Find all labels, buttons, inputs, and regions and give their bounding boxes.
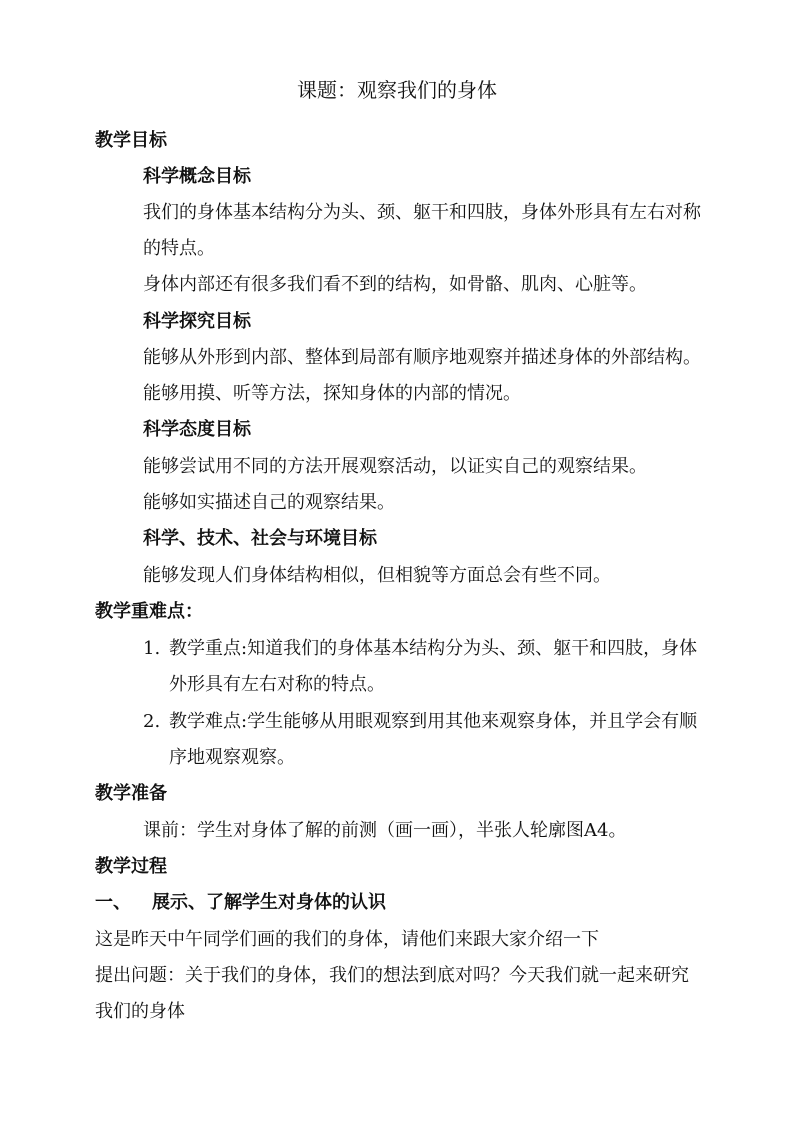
sts-goal-heading: 科学、技术、社会与环境目标 xyxy=(143,528,377,549)
key-point-item-2-continued: 序地观察观察。 xyxy=(169,747,295,768)
page-title: 课题：观察我们的身体 xyxy=(297,78,497,102)
key-point-text: 知道我们的身体基本结构分为头、颈、躯干和四肢，身体 xyxy=(247,638,698,659)
difficulty-label: 教学难点: xyxy=(169,711,248,732)
process-line-2: 提出问题：关于我们的身体，我们的想法到底对吗？今天我们就一起来研究 xyxy=(95,965,689,986)
key-points-heading: 教学重难点： xyxy=(95,601,203,622)
objectives-heading: 教学目标 xyxy=(95,130,167,151)
key-point-label: 教学重点: xyxy=(169,638,248,659)
concept-goal-line-3: 身体内部还有很多我们看不到的结构，如骨骼、肌肉、心脏等。 xyxy=(143,274,647,295)
section-1-number: 一、 xyxy=(95,892,131,913)
inquiry-goal-line-2: 能够用摸、听等方法，探知身体的内部的情况。 xyxy=(143,383,521,404)
list-number: 2. xyxy=(143,711,161,732)
inquiry-goal-heading: 科学探究目标 xyxy=(143,311,251,332)
key-point-item-2 xyxy=(143,710,697,734)
process-line-3: 我们的身体 xyxy=(95,1001,185,1022)
preparation-heading: 教学准备 xyxy=(95,783,167,804)
sts-goal-line-1: 能够发现人们身体结构相似，但相貌等方面总会有些不同。 xyxy=(143,565,611,586)
attitude-goal-heading: 科学态度目标 xyxy=(143,419,251,440)
inquiry-goal-line-1: 能够从外形到内部、整体到局部有顺序地观察并描述身体的外部结构。 xyxy=(143,347,701,368)
concept-goal-line-1: 我们的身体基本结构分为头、颈、躯干和四肢，身体外形具有左右对称 xyxy=(143,202,701,223)
attitude-goal-line-2: 能够如实描述自己的观察结果。 xyxy=(143,492,395,513)
difficulty-text: 学生能够从用眼观察到用其他来观察身体，并且学会有顺 xyxy=(247,711,698,732)
list-number: 1. xyxy=(143,638,161,659)
key-point-item-1-continued: 外形具有左右对称的特点。 xyxy=(169,674,385,695)
process-line-1: 这是昨天中午同学们画的我们的身体，请他们来跟大家介绍一下 xyxy=(95,929,599,950)
concept-goal-heading: 科学概念目标 xyxy=(143,166,251,187)
process-heading: 教学过程 xyxy=(95,856,167,877)
key-point-item-1 xyxy=(143,637,697,661)
concept-goal-line-2: 的特点。 xyxy=(143,238,215,259)
preparation-line-1: 课前：学生对身体了解的前测（画一画），半张人轮廓图A4。 xyxy=(143,820,627,841)
section-1-title: 展示、了解学生对身体的认识 xyxy=(152,892,386,913)
attitude-goal-line-1: 能够尝试用不同的方法开展观察活动，以证实自己的观察结果。 xyxy=(143,456,647,477)
